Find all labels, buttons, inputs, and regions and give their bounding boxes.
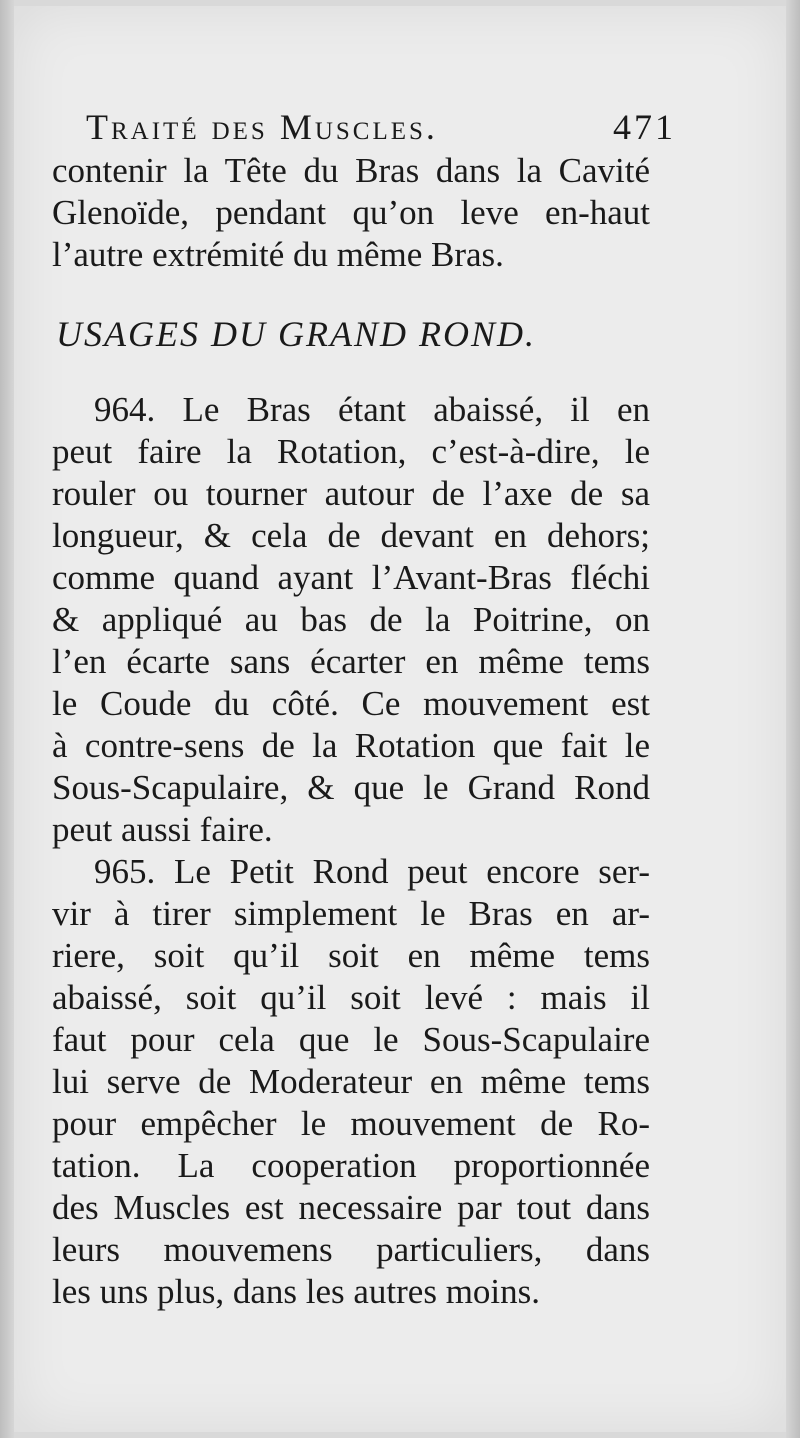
- section-heading: USAGES DU GRAND ROND.: [56, 314, 536, 354]
- running-head-title: Traité des Muscles.: [86, 107, 438, 147]
- text-line: comme quand ayant l’Avant-Bras fléchi: [52, 558, 650, 597]
- text-line: Sous-Scapulaire, & que le Grand Rond: [52, 768, 650, 807]
- text-line: abaissé, soit qu’il soit levé : mais il: [52, 978, 650, 1017]
- text-line: Glenoïde, pendant qu’on leve en-haut: [52, 193, 650, 232]
- paragraph-964: [52, 389, 650, 851]
- page-number: 471: [613, 107, 676, 147]
- text-line: longueur, & cela de devant en dehors;: [52, 516, 650, 555]
- text-line: 964. Le Bras étant abaissé, il en: [94, 390, 650, 429]
- text-line: l’en écarte sans écarter en même tems: [52, 642, 650, 681]
- text-line: & appliqué au bas de la Poitrine, on: [52, 600, 650, 639]
- continuation-paragraph: [52, 150, 650, 276]
- text-line: le Coude du côté. Ce mouvement est: [52, 684, 650, 723]
- text-line: lui serve de Moderateur en même tems: [52, 1062, 650, 1101]
- running-head: [86, 102, 676, 152]
- text-line: des Muscles est necessaire par tout dans: [52, 1188, 650, 1227]
- page-edge-right: [786, 0, 800, 1438]
- text-line: peut aussi faire.: [52, 810, 273, 849]
- text-line: les uns plus, dans les autres moins.: [52, 1272, 541, 1311]
- text-line: leurs mouvemens particuliers, dans: [52, 1230, 650, 1269]
- text-line: peut faire la Rotation, c’est-à-dire, le: [52, 432, 650, 471]
- text-line: pour empêcher le mouvement de Ro-: [52, 1104, 650, 1143]
- text-line: rouler ou tourner autour de l’axe de sa: [52, 474, 650, 513]
- text-line: vir à tirer simplement le Bras en ar-: [52, 894, 650, 933]
- text-line: faut pour cela que le Sous-Scapulaire: [52, 1020, 650, 1059]
- text-line: l’autre extrémité du même Bras.: [52, 235, 504, 274]
- text-line: contenir la Tête du Bras dans la Cavité: [52, 151, 650, 190]
- page-edge-left: [0, 0, 14, 1438]
- text-line: riere, soit qu’il soit en même tems: [52, 936, 650, 975]
- text-line: tation. La cooperation proportionnée: [52, 1146, 650, 1185]
- paragraph-965: [52, 851, 650, 1313]
- text-line: à contre-sens de la Rotation que fait le: [52, 726, 650, 765]
- text-line: 965. Le Petit Rond peut encore ser-: [94, 852, 650, 891]
